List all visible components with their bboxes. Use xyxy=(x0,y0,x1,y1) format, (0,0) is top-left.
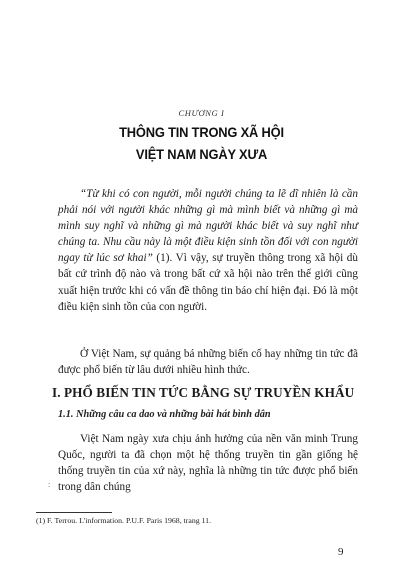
paragraph-2: Ở Việt Nam, sự quảng bá những biến cố hay những tin tức đã được phổ biến từ lâu dưới nhiều hình thức. xyxy=(58,348,358,377)
section-heading: I. PHỔ BIẾN TIN TỨC BẰNG SỰ TRUYỀN KHẨU xyxy=(52,385,355,400)
paragraph-1-quote: “Từ khi có con người, mỗi người chúng ta lẽ dĩ nhiên là cần phải nói với người khác những gì mà mình biết và những gì mà mình suy nghĩ và những gì mà người khác biết và suy nghĩ như chúng ta. Nhu cầu này là một điều kiện sinh tồn đối với con người ngay từ lúc sơ khai” xyxy=(58,188,358,265)
paragraph-3: Việt Nam ngày xưa chịu ảnh hưởng của nền văn minh Trung Quốc, người ta đã chọn một hệ thống truyền tin gần giống hệ thống truyền tin của xứ này, nghĩa là những tin tức được phổ biến trong dân chúng xyxy=(58,433,358,494)
chapter-label: CHƯƠNG I xyxy=(178,108,225,118)
subsection-heading: 1.1. Những câu ca dao và những bài hát bình dân xyxy=(58,409,271,420)
margin-mark: : xyxy=(48,480,51,489)
footnote-rule xyxy=(36,512,112,513)
chapter-title-line-1: THÔNG TIN TRONG XÃ HỘI xyxy=(119,124,284,140)
footnote: (1) F. Terrou. L'information. P.U.F. Paris 1968, trang 11. xyxy=(36,516,212,525)
paragraph-1-rest: (1). Vì vậy, sự truyền thông trong xã hội dù bất cứ trình độ nào và trong bất cứ xã hội nào trên thế giới cũng xuất hiện trước khi có vấn đề thông tin báo chí hiện đại. Đó là một điều kiện sinh tồn của con người. xyxy=(58,252,358,313)
chapter-title-line-2: VIỆT NAM NGÀY XƯA xyxy=(135,146,268,162)
page-number: 9 xyxy=(338,546,344,558)
paragraph-1 xyxy=(58,186,358,315)
